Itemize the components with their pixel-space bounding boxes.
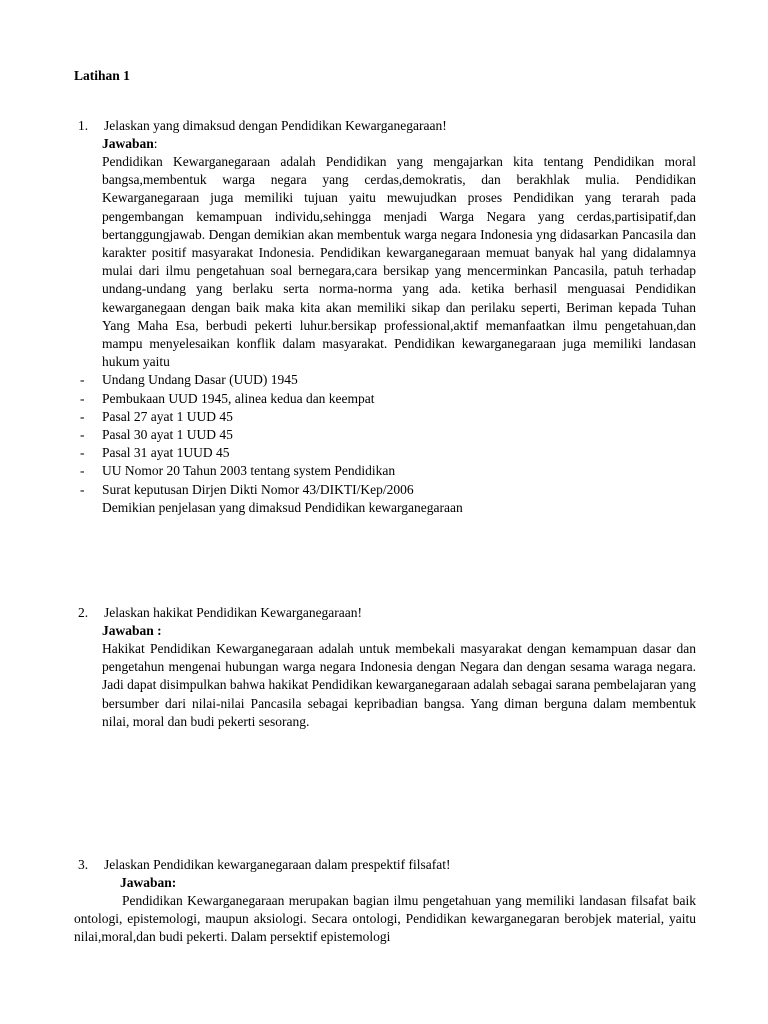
question-2-text: Jelaskan hakikat Pendidikan Kewarganegaraan! [104, 605, 363, 620]
list-item: - Pembukaan UUD 1945, alinea kedua dan keempat [78, 390, 696, 408]
question-1 [78, 117, 696, 517]
question-3 [74, 856, 696, 947]
document-title: Latihan 1 [74, 68, 130, 83]
list-item: - Undang Undang Dasar (UUD) 1945 [78, 371, 696, 389]
legal-basis-list [78, 371, 696, 498]
list-item: - Surat keputusan Dirjen Dikti Nomor 43/DIKTI/Kep/2006 [78, 481, 696, 499]
question-2-number: 2. [78, 605, 89, 620]
answer-1-label-suffix: : [153, 136, 158, 151]
list-item: - Pasal 31 ayat 1UUD 45 [78, 444, 696, 462]
list-item: - Pasal 30 ayat 1 UUD 45 [78, 426, 696, 444]
answer-1-closing: Demikian penjelasan yang dimaksud Pendidikan kewarganegaraan [102, 499, 463, 515]
answer-2-text: Hakikat Pendidikan Kewarganegaraan adalah untuk membekali masyarakat dengan kemampuan dasar dan pengetahun mengenai hubungan warga negara Indonesia dengan Negara dan dengan sesama waraga negara. Jadi dapat disimpulkan bahwa hakikat Pendidikan kewarganegaraan adalah sebagai sarana pembelajaran yang bersumber dari nilai-nilai Pancasila sebagai kepribadian bangsa. Yang diman berguna dalam membentuk nilai, moral dan budi pekerti sesorang. [102, 641, 696, 729]
answer-1-text: Pendidikan Kewarganegaraan adalah Pendidikan yang mengajarkan kita tentang Pendidikan moral bangsa,membentuk warga negara yang cerdas,demokratis, dan berakhlak mulia. Pendidikan Kewarganegaraan juga memiliki tujuan yaitu mewujudkan proses Pendidikan yang terarah pada pengembangan kemampuan individu,sehingga menjadi Warga Negara yang cerdas,partisipatif,dan bertanggungjawab. Dengan demikian akan membentuk warga negara Indonesia yng didasarkan Pancasila dan karakter positif masyarakat Indonesia. Pendidikan kewarganegaraan memuat banyak hal yang didalamnya mulai dari ilmu pengetahuan soal bernegara,cara bersikap yang mencerminkan Pancasila, patuh terhadap undang-undang yang berlaku serta norma-norma yang ada. ketika berhasil menguasai Pendidikan kewarganegaan dengan baik maka kita akan memiliki sikap dan perilaku seperti, Beriman kepada Tuhan Yang Maha Esa, berbudi pekerti luhur.bersikap professional,aktif memanfaatkan ilmu pengetahuan,dan mampu menyelesaikan konflik dalam masyarakat. Pendidikan kewarganegaraan juga memiliki landasan hukum yaitu [102, 154, 696, 370]
list-item: - UU Nomor 20 Tahun 2003 tentang system Pendidikan [78, 462, 696, 480]
question-3-text: Jelaskan Pendidikan kewarganegaraan dalam prespektif filsafat! [104, 857, 451, 872]
question-2-body [78, 622, 696, 731]
question-1-number: 1. [78, 118, 89, 133]
question-1-text: Jelaskan yang dimaksud dengan Pendidikan Kewarganegaraan! [104, 118, 447, 133]
list-item: - Pasal 27 ayat 1 UUD 45 [78, 408, 696, 426]
answer-3-text: Pendidikan Kewarganegaraan merupakan bagian ilmu pengetahuan yang memiliki landasan filsafat baik ontologi, epistemologi, maupun aksiologi. Secara ontologi, Pendidikan kewarganegaran berobjek material, yaitu nilai,moral,dan budi pekerti. Dalam persektif epistemologi [74, 893, 696, 945]
answer-1-label: Jawaban [102, 136, 154, 151]
question-3-line [74, 856, 696, 874]
question-1-line [78, 117, 696, 135]
question-1-body [78, 135, 696, 517]
question-2 [78, 604, 696, 731]
answer-3-label: Jawaban: [120, 875, 177, 890]
answer-2-label: Jawaban : [102, 623, 162, 638]
answer-1-label-line [102, 135, 696, 153]
question-3-number: 3. [78, 857, 89, 872]
question-2-line [78, 604, 696, 622]
